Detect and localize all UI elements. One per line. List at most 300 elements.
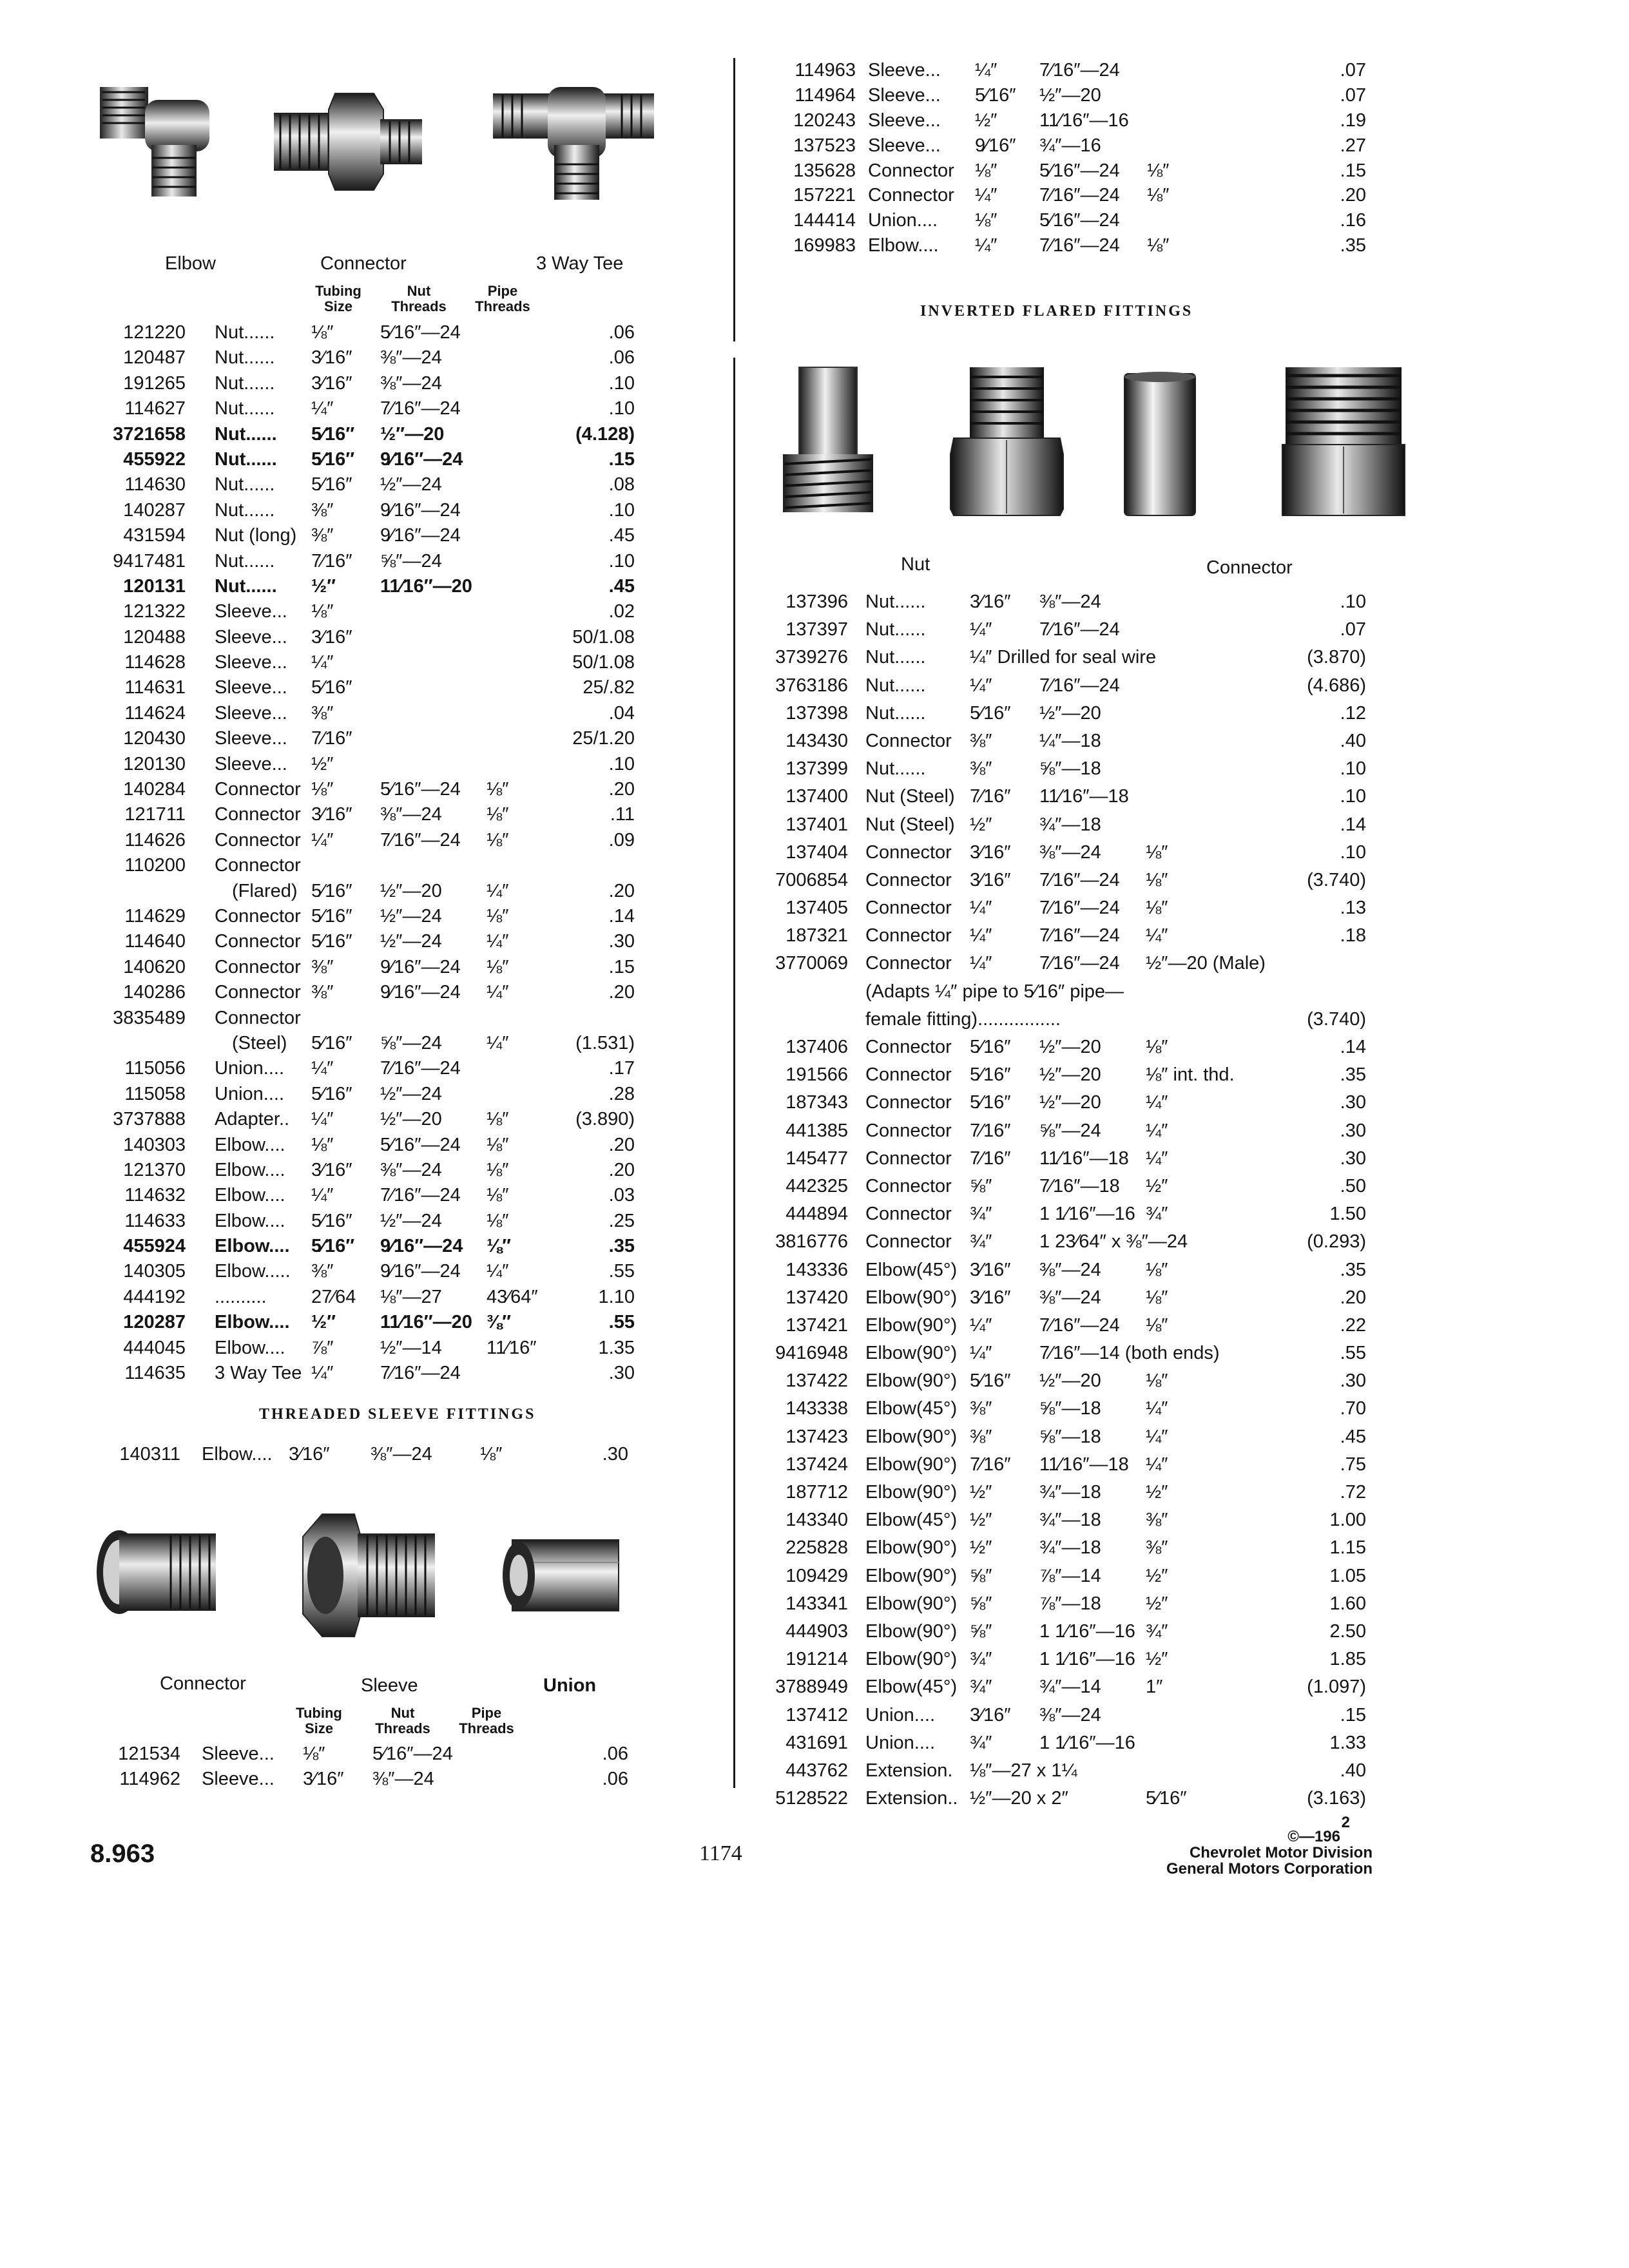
caption-inverted-connector: Connector xyxy=(1206,557,1293,578)
part-number: 121220 xyxy=(123,322,186,343)
price: .30 xyxy=(1340,1148,1366,1169)
part-number: 137406 xyxy=(786,1037,848,1057)
table-row xyxy=(0,1742,728,1767)
part-number: 7006854 xyxy=(775,869,848,890)
part-number: 121711 xyxy=(124,804,186,825)
part-number: 115058 xyxy=(124,1083,186,1104)
nut-threads: ½″—20 xyxy=(1039,1370,1101,1392)
part-description: Elbow.... xyxy=(215,1210,285,1231)
table-row xyxy=(0,1158,728,1183)
pipe-threads: ½″ xyxy=(1146,1175,1168,1196)
tubing-size: ½″—20 x 2″ xyxy=(970,1788,1068,1809)
price: (3.163) xyxy=(1307,1788,1366,1809)
price: .70 xyxy=(1340,1398,1366,1419)
part-number: 187343 xyxy=(786,1092,848,1113)
table-row xyxy=(0,1310,728,1335)
price: .20 xyxy=(608,880,635,901)
nut-threads: 9⁄16″—24 xyxy=(380,1236,463,1257)
nut-threads: 1 23⁄64″ x ⅜″—24 xyxy=(1039,1231,1188,1253)
table-row xyxy=(0,929,728,954)
part-number: 114964 xyxy=(795,84,856,106)
price: .14 xyxy=(1340,814,1366,835)
table-row xyxy=(735,922,1379,950)
part-number: 121370 xyxy=(123,1159,186,1180)
part-description: Sleeve... xyxy=(868,110,941,131)
part-description: Elbow(90°) xyxy=(865,1593,958,1614)
pipe-threads: ⅛″ xyxy=(1146,1314,1168,1336)
part-description: Elbow(90°) xyxy=(865,1314,958,1336)
part-description: Connector xyxy=(865,730,952,751)
pipe-threads: ⅛″ xyxy=(487,1109,509,1130)
price: .20 xyxy=(608,1134,635,1155)
pipe-threads: ⅛″ xyxy=(480,1444,503,1465)
tubing-size: ¼″ xyxy=(311,829,334,850)
tubing-size: 3⁄16″ xyxy=(970,869,1011,890)
nut-threads: 11⁄16″—20 xyxy=(380,575,472,597)
tubing-size: ¼″ xyxy=(970,898,992,919)
part-description: Elbow(90°) xyxy=(865,1649,958,1670)
pipe-threads: ⅛″ xyxy=(1146,841,1168,863)
price: .20 xyxy=(1340,185,1366,206)
price: .28 xyxy=(608,1083,635,1104)
price: .45 xyxy=(608,525,635,546)
tubing-size: ⅛″ xyxy=(311,779,334,800)
price: .06 xyxy=(608,322,635,343)
price: .30 xyxy=(1340,1370,1366,1392)
part-description: Connector xyxy=(215,931,301,952)
nut-threads: 5⁄16″—24 xyxy=(380,779,461,800)
price: .35 xyxy=(1340,1064,1366,1086)
part-description: Connector xyxy=(865,1175,952,1196)
part-number: 444192 xyxy=(123,1286,186,1307)
tubing-size: ¾″ xyxy=(970,1677,992,1698)
part-description: Union.... xyxy=(215,1058,284,1079)
nut-threads: ½″—20 xyxy=(1039,84,1101,106)
part-description: Nut...... xyxy=(215,499,275,521)
tubing-size: ¼″ xyxy=(975,185,998,206)
part-description: Nut...... xyxy=(215,372,275,394)
nut-threads: ½″—24 xyxy=(380,931,442,952)
pipe-threads: ⅛″ xyxy=(487,1159,509,1180)
part-number: 191566 xyxy=(786,1064,848,1086)
part-description: Connector xyxy=(868,185,954,206)
table-row xyxy=(735,1729,1379,1757)
part-description: Extension.. xyxy=(865,1788,958,1809)
tubing-size: ¼″ xyxy=(975,235,998,256)
tubing-size: ⅜″ xyxy=(970,730,992,751)
table-row xyxy=(735,1117,1379,1145)
part-number: 140620 xyxy=(123,956,186,977)
part-number: 114963 xyxy=(795,60,856,81)
part-description: Sleeve... xyxy=(215,702,287,724)
table-row xyxy=(735,616,1379,644)
part-description: 3 Way Tee xyxy=(215,1363,302,1384)
price: 50/1.08 xyxy=(572,652,635,673)
table-row xyxy=(735,1006,1379,1033)
table-row xyxy=(0,371,728,396)
table-row xyxy=(735,1451,1379,1479)
part-description: Connector xyxy=(865,1204,952,1225)
part-description: Connector xyxy=(865,925,952,947)
part-number: 455922 xyxy=(123,448,186,470)
tubing-size: ⅝″ xyxy=(970,1565,992,1586)
part-description: Nut...... xyxy=(865,675,926,696)
inverted-nut-photo-2 xyxy=(947,364,1066,519)
tubing-size: 3⁄16″ xyxy=(311,347,352,369)
table-row xyxy=(735,1423,1379,1451)
price: .15 xyxy=(608,448,635,470)
table-row xyxy=(0,625,728,650)
part-description: Extension. xyxy=(865,1760,953,1781)
part-number: 145477 xyxy=(786,1148,848,1169)
table-row xyxy=(735,978,1379,1006)
tubing-size: ⅜″ xyxy=(311,702,334,724)
part-description: (Adapts ¼″ pipe to 5⁄16″ pipe— xyxy=(865,981,1124,1002)
part-number: 143430 xyxy=(786,730,848,751)
tubing-size: ⅛″ xyxy=(311,322,334,343)
nut-threads: 9⁄16″—24 xyxy=(380,448,463,470)
part-description: Union.... xyxy=(868,210,938,231)
price: (4.128) xyxy=(575,423,635,445)
pipe-threads: ⅛″ xyxy=(487,1210,509,1231)
part-description: Union.... xyxy=(215,1083,284,1104)
pipe-threads: ⅛″ xyxy=(1146,1259,1168,1280)
tubing-size: 3⁄16″ xyxy=(289,1444,330,1465)
part-number: 3737888 xyxy=(113,1109,186,1130)
part-number: 114962 xyxy=(119,1769,180,1789)
table-row xyxy=(0,320,728,345)
nut-threads: 7⁄16″—24 xyxy=(1039,619,1120,640)
nut-threads: ⅝″—24 xyxy=(380,1032,442,1053)
tubing-size: ⅝″ xyxy=(970,1175,992,1196)
table-row xyxy=(0,396,728,421)
price: (0.293) xyxy=(1307,1231,1366,1253)
nut-threads: ¾″—18 xyxy=(1039,1537,1101,1559)
part-description: Elbow.... xyxy=(215,1337,285,1358)
table-row xyxy=(0,1082,728,1107)
tubing-size: ¼″ xyxy=(970,953,992,974)
price: .55 xyxy=(608,1312,635,1333)
pipe-threads: ¼″ xyxy=(487,931,509,952)
table-row xyxy=(735,1646,1379,1673)
tubing-size: ⅜″ xyxy=(311,982,334,1003)
tubing-size: ⅛″ xyxy=(975,160,998,181)
part-description: Connector xyxy=(215,804,301,825)
part-number: 110200 xyxy=(124,855,186,876)
price: .45 xyxy=(608,575,635,597)
tubing-size: 5⁄16″ xyxy=(311,448,355,470)
tubing-size: 5⁄16″ xyxy=(311,1032,352,1053)
price: (3.740) xyxy=(1307,1008,1366,1030)
pipe-threads: ½″ xyxy=(1146,1649,1168,1670)
tubing-size: ¼″ xyxy=(975,60,998,81)
part-description: Nut...... xyxy=(215,474,275,495)
tubing-size: ½″ xyxy=(975,110,998,131)
part-number: 114631 xyxy=(124,677,186,698)
header-pipe-threads: Pipe Threads xyxy=(475,283,530,314)
nut-threads: 7⁄16″—14 (both ends) xyxy=(1039,1343,1220,1364)
part-description: Adapter.. xyxy=(215,1109,290,1130)
nut-threads: 7⁄16″—24 xyxy=(1039,185,1120,206)
part-description: Union.... xyxy=(865,1704,935,1725)
part-description: Nut (Steel) xyxy=(865,814,955,835)
table-row xyxy=(0,879,728,904)
table-row xyxy=(0,1441,728,1467)
nut-threads: 7⁄16″—24 xyxy=(380,1058,461,1079)
nut-threads: 7⁄16″—24 xyxy=(1039,1314,1120,1336)
part-number: 137424 xyxy=(786,1454,848,1475)
part-description: Connector xyxy=(215,855,301,876)
price: .06 xyxy=(602,1769,628,1789)
part-description: Elbow(90°) xyxy=(865,1537,958,1559)
tubing-size: 5⁄16″ xyxy=(975,84,1016,106)
price: .07 xyxy=(1340,619,1366,640)
nut-threads: 9⁄16″—24 xyxy=(380,1261,461,1282)
part-description: Union.... xyxy=(865,1732,935,1753)
table-row xyxy=(735,1702,1379,1729)
part-number: 3835489 xyxy=(113,1007,186,1028)
part-description: Elbow(90°) xyxy=(865,1482,958,1503)
tubing-size: 27⁄64 xyxy=(311,1286,356,1307)
part-number: 137398 xyxy=(786,702,848,724)
tubing-size: ¼″ xyxy=(311,1185,334,1206)
table-row xyxy=(0,675,728,700)
price: .10 xyxy=(608,372,635,394)
pipe-threads: ⅛″ xyxy=(1147,160,1170,181)
nut-threads: ⅞″—18 xyxy=(1039,1593,1101,1614)
part-description: Elbow(45°) xyxy=(865,1677,958,1698)
part-number: 137523 xyxy=(793,135,856,156)
pipe-threads: ¼″ xyxy=(1146,1398,1168,1419)
table-row xyxy=(735,1145,1379,1173)
pipe-threads: ½″ xyxy=(1146,1565,1168,1586)
tubing-size: ¼″ xyxy=(970,675,992,696)
part-number: 143338 xyxy=(786,1398,848,1419)
inverted-connector-photo-2 xyxy=(1279,364,1408,519)
table-row xyxy=(0,777,728,802)
part-number: 114640 xyxy=(124,931,186,952)
nut-threads: 9⁄16″—24 xyxy=(380,525,461,546)
part-number: 137404 xyxy=(786,841,848,863)
part-number: 137399 xyxy=(786,758,848,780)
part-number: 187321 xyxy=(786,925,848,947)
caption-bottom-union: Union xyxy=(543,1675,597,1696)
tubing-size: ⅜″ xyxy=(311,956,334,977)
part-number: 120287 xyxy=(123,1312,186,1333)
tubing-size: ⅛″ xyxy=(303,1744,325,1764)
tubing-size: 5⁄16″ xyxy=(970,702,1011,724)
part-description: Sleeve... xyxy=(215,652,287,673)
pipe-threads: ⅛″ xyxy=(1147,235,1170,256)
table-row xyxy=(735,58,1379,83)
part-number: 137400 xyxy=(786,786,848,807)
part-description: Connector xyxy=(865,1120,952,1141)
part-number: 225828 xyxy=(786,1537,848,1559)
part-number: 137401 xyxy=(786,814,848,835)
part-description: Nut...... xyxy=(215,448,277,470)
nut-threads: 1 1⁄16″—16 xyxy=(1039,1649,1135,1670)
table-row xyxy=(735,672,1379,700)
price: 1.35 xyxy=(598,1337,635,1358)
price: .14 xyxy=(1340,1037,1366,1057)
tubing-size: ½″ xyxy=(970,1510,992,1531)
header-tubing-size-2: Tubing Size xyxy=(296,1705,342,1736)
nut-threads: 7⁄16″—24 xyxy=(1039,60,1120,81)
part-number: 444045 xyxy=(123,1337,186,1358)
price: .20 xyxy=(608,1159,635,1180)
part-description: Sleeve... xyxy=(868,135,941,156)
tubing-size: 9⁄16″ xyxy=(975,135,1016,156)
table-row xyxy=(735,1395,1379,1423)
nut-threads: ½″—20 xyxy=(380,423,445,445)
tubing-size: ⅞″ xyxy=(311,1337,334,1358)
table-row xyxy=(735,1200,1379,1228)
tubing-size: 3⁄16″ xyxy=(970,591,1011,612)
pipe-threads: ¼″ xyxy=(487,1261,509,1282)
pipe-threads: ⅛″ xyxy=(1146,1287,1168,1308)
price: .10 xyxy=(608,398,635,419)
tubing-size: 5⁄16″ xyxy=(970,1064,1011,1086)
part-number: 114629 xyxy=(124,905,186,927)
price: 25/1.20 xyxy=(572,728,635,749)
nut-threads: 5⁄16″—24 xyxy=(1039,160,1120,181)
price: .30 xyxy=(602,1444,628,1465)
price: .16 xyxy=(1340,210,1366,231)
part-number: 114632 xyxy=(124,1185,186,1206)
table-row xyxy=(735,811,1379,839)
part-description: Nut...... xyxy=(215,550,275,572)
part-description: Nut (Steel) xyxy=(865,786,955,807)
table-row xyxy=(0,422,728,447)
table-row xyxy=(735,1479,1379,1506)
table-row xyxy=(735,644,1379,671)
price: 1.33 xyxy=(1329,1732,1366,1753)
part-description: Nut...... xyxy=(215,398,275,419)
part-number: 5128522 xyxy=(775,1788,848,1809)
part-description: Nut...... xyxy=(215,575,277,597)
pipe-threads: ⅛″ xyxy=(487,1236,512,1257)
part-number: 137405 xyxy=(786,898,848,919)
pipe-threads: ⅜″ xyxy=(1146,1537,1168,1559)
price: .12 xyxy=(1340,702,1366,724)
pipe-threads: ½″—20 (Male) xyxy=(1146,953,1266,974)
price: 1.00 xyxy=(1329,1510,1366,1531)
tubing-size: 5⁄16″ xyxy=(311,931,352,952)
part-number: 3739276 xyxy=(775,647,848,668)
pipe-threads: 1″ xyxy=(1146,1677,1163,1698)
price: .30 xyxy=(608,1363,635,1384)
pipe-threads: ½″ xyxy=(1146,1593,1168,1614)
price: .14 xyxy=(608,905,635,927)
nut-threads: 5⁄16″—24 xyxy=(1039,210,1120,231)
price: .10 xyxy=(1340,758,1366,780)
part-description: Elbow(90°) xyxy=(865,1370,958,1392)
nut-threads: ¾″—18 xyxy=(1039,814,1101,835)
price: .02 xyxy=(608,601,635,622)
part-number: 121534 xyxy=(118,1744,180,1764)
part-number: 114624 xyxy=(124,702,186,724)
nut-threads: 7⁄16″—24 xyxy=(380,1185,461,1206)
nut-threads: ½″—24 xyxy=(380,474,442,495)
table-row xyxy=(0,1183,728,1208)
nut-threads: 5⁄16″—24 xyxy=(380,1134,461,1155)
tubing-size: ⅝″ xyxy=(970,1620,992,1642)
price: .50 xyxy=(1340,1175,1366,1196)
pipe-threads: ⅛″ xyxy=(487,905,509,927)
part-number: 143336 xyxy=(786,1259,848,1280)
part-description: Connector xyxy=(865,898,952,919)
table-row xyxy=(735,1256,1379,1284)
price: .10 xyxy=(608,753,635,774)
tubing-size: 5⁄16″ xyxy=(311,474,352,495)
price: .40 xyxy=(1340,1760,1366,1781)
pipe-threads: ⅛″ xyxy=(487,779,509,800)
tubing-size: 3⁄16″ xyxy=(970,841,1011,863)
part-number: 455924 xyxy=(123,1236,186,1257)
part-number: 137422 xyxy=(786,1370,848,1392)
nut-threads: 7⁄16″—24 xyxy=(1039,869,1120,890)
table-row xyxy=(735,755,1379,783)
nut-threads: 7⁄16″—24 xyxy=(1039,675,1120,696)
table-row xyxy=(0,1234,728,1259)
part-description: Elbow.... xyxy=(215,1236,290,1257)
tubing-size: ⅛″—27 x 1¼ xyxy=(970,1760,1077,1781)
tubing-size: ¼″ xyxy=(970,925,992,947)
table-row xyxy=(0,904,728,929)
pipe-threads: ¼″ xyxy=(1146,925,1168,947)
price: 50/1.08 xyxy=(572,626,635,648)
part-description: (Steel) xyxy=(232,1032,287,1053)
part-description: Elbow(90°) xyxy=(865,1565,958,1586)
part-description: .......... xyxy=(215,1286,267,1307)
part-description: Connector xyxy=(868,160,954,181)
price: .22 xyxy=(1340,1314,1366,1336)
tubing-size: ½″ xyxy=(311,575,336,597)
nut-threads: ⅝″—24 xyxy=(1039,1120,1101,1141)
pipe-threads: ¼″ xyxy=(1146,1092,1168,1113)
part-number: 120488 xyxy=(123,626,186,648)
tubing-size: 7⁄16″ xyxy=(311,728,352,749)
pipe-threads: 5⁄16″ xyxy=(1146,1788,1187,1809)
pipe-threads: ¼″ xyxy=(487,1032,509,1053)
part-number: 140287 xyxy=(123,499,186,521)
nut-threads: ½″—20 xyxy=(1039,1092,1101,1113)
table-row xyxy=(735,208,1379,233)
part-number: 9416948 xyxy=(775,1343,848,1364)
part-number: 137423 xyxy=(786,1426,848,1447)
part-description: Connector xyxy=(865,869,952,890)
part-number: 3763186 xyxy=(775,675,848,696)
tubing-size: ¼″ xyxy=(970,1343,992,1364)
caption-elbow: Elbow xyxy=(165,253,216,274)
price: .55 xyxy=(608,1261,635,1282)
price: .04 xyxy=(608,702,635,724)
tubing-size: ¾″ xyxy=(970,1732,992,1753)
price: .10 xyxy=(1340,591,1366,612)
pipe-threads: 43⁄64″ xyxy=(487,1286,538,1307)
caption-inverted-nut: Nut xyxy=(901,554,930,575)
nut-threads: ¾″—14 xyxy=(1039,1677,1101,1698)
price: .17 xyxy=(608,1058,635,1079)
tubing-size: ⅛″ xyxy=(311,1134,334,1155)
part-description: Connector xyxy=(865,841,952,863)
price: (4.686) xyxy=(1307,675,1366,696)
price: .15 xyxy=(608,956,635,977)
price: .35 xyxy=(1340,1259,1366,1280)
part-description: Connector xyxy=(215,905,301,927)
tubing-size: ¼″ xyxy=(311,652,334,673)
header-tubing-size: Tubing Size xyxy=(315,283,361,314)
